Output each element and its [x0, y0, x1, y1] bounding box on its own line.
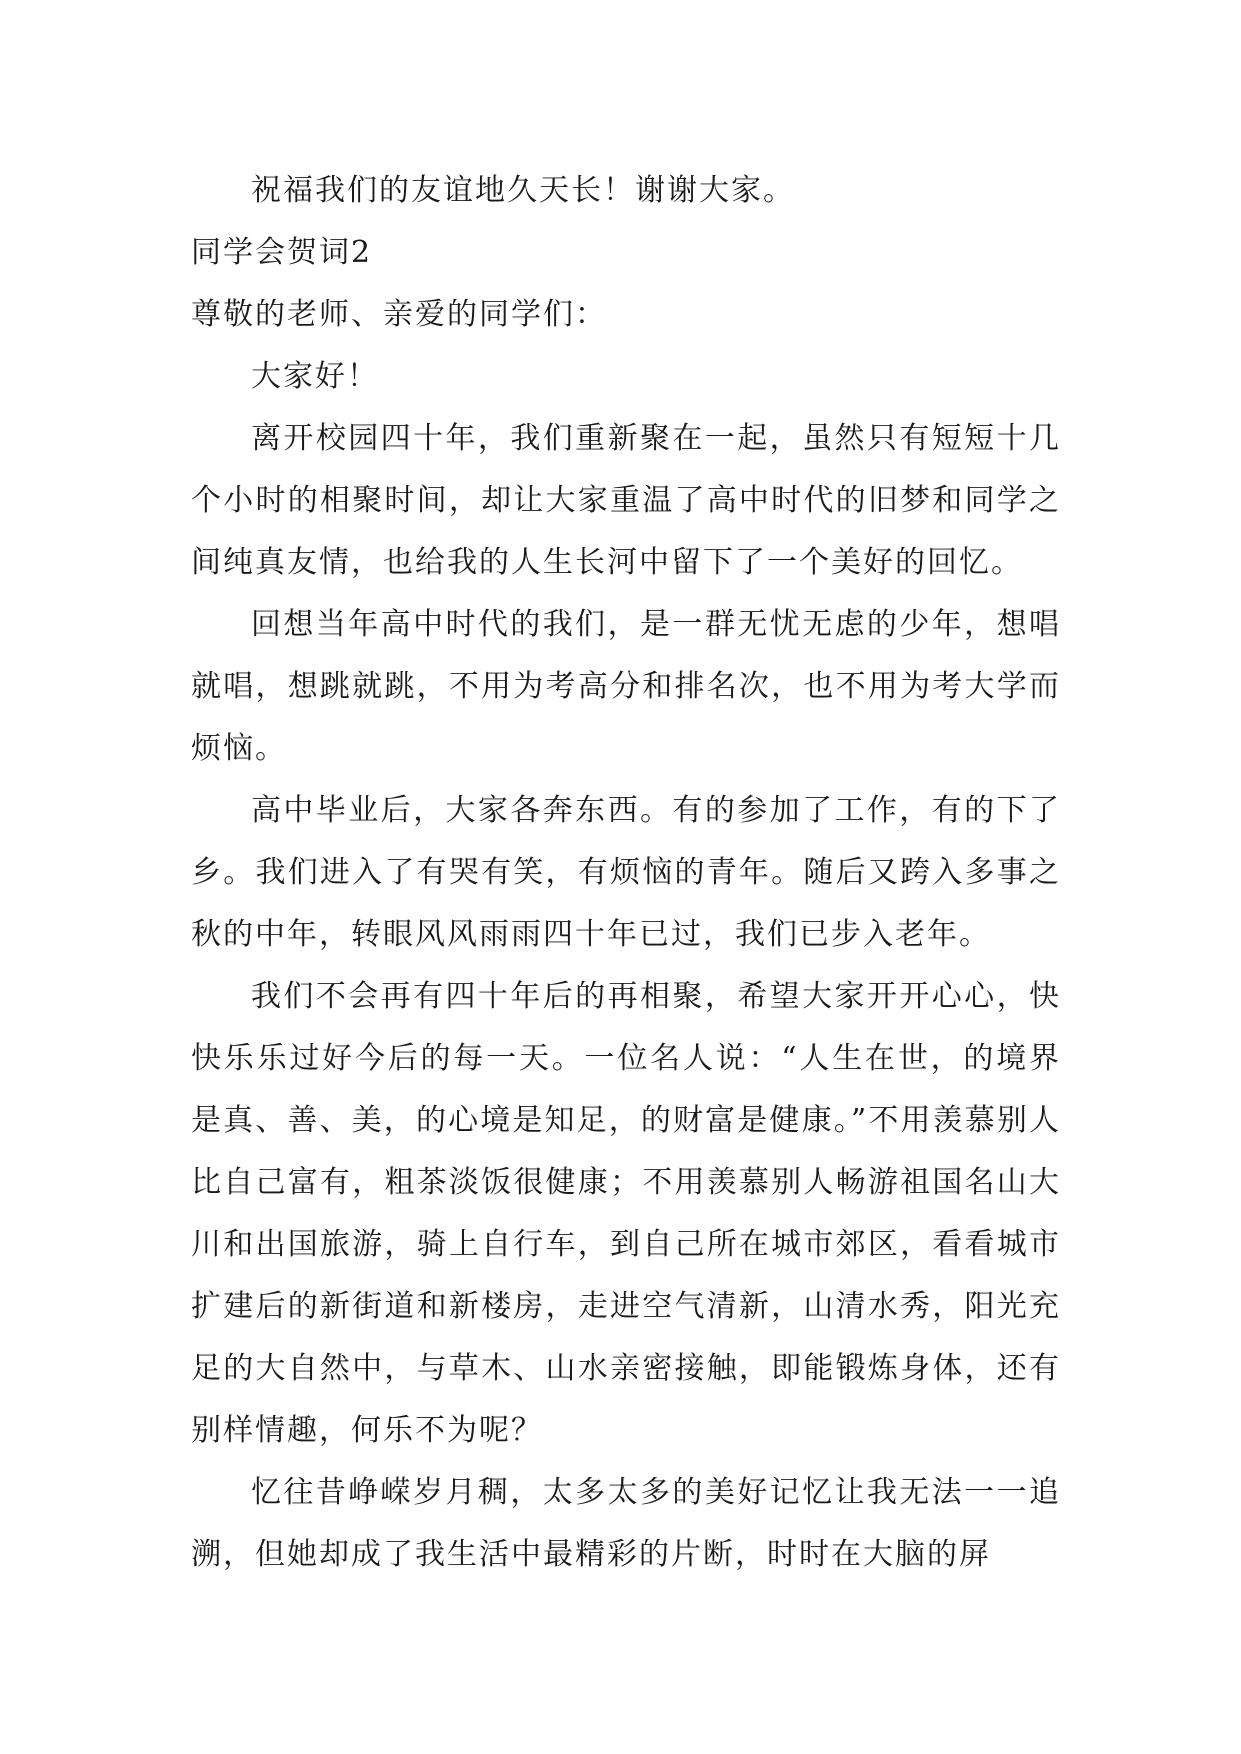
body-paragraph-after-graduation: 高中毕业后，大家各奔东西。有的参加了工作，有的下了乡。我们进入了有哭有笑，有烦恼的青年。随后又跨入多事之秋的中年，转眼风风雨雨四十年已过，我们已步入老年。 — [191, 793, 1061, 952]
body-paragraph-youth: 回想当年高中时代的我们，是一群无忧无虑的少年，想唱就唱，想跳就跳，不用为考高分和排名次，也不用为考大学而烦恼。 — [191, 607, 1061, 766]
body-paragraph-reunion: 离开校园四十年，我们重新聚在一起，虽然只有短短十几个小时的相聚时间，却让大家重温了高中时代的旧梦和同学之间纯真友情，也给我的人生长河中留下了一个美好的回忆。 — [191, 421, 1061, 580]
body-paragraph-memories: 忆往昔峥嵘岁月稠，太多太多的美好记忆让我无法一一追溯，但她却成了我生活中最精彩的片断，时时在大脑的屏 — [191, 1475, 1061, 1572]
section-title: 同学会贺词2 — [191, 235, 373, 270]
document-body — [191, 160, 1061, 1586]
salutation: 尊敬的老师、亲爱的同学们： — [191, 297, 607, 332]
greeting: 大家好！ — [251, 359, 379, 394]
closing-wish-paragraph: 祝福我们的友谊地久天长！谢谢大家。 — [251, 173, 795, 208]
body-paragraph-wishes: 我们不会再有四十年后的再相聚，希望大家开开心心，快快乐乐过好今后的每一天。一位名人说：“人生在世，的境界是真、善、美，的心境是知足，的财富是健康。”不用羡慕别人比自己富有，粗茶淡饭很健康；不用羡慕别人畅游祖国名山大川和出国旅游，骑上自行车，到自己所在城市郊区，看看城市扩建后的新街道和新楼房，走进空气清新，山清水秀，阳光充足的大自然中，与草木、山水亲密接触，即能锻炼身体，还有别样情趣，何乐不为呢？ — [191, 979, 1061, 1448]
